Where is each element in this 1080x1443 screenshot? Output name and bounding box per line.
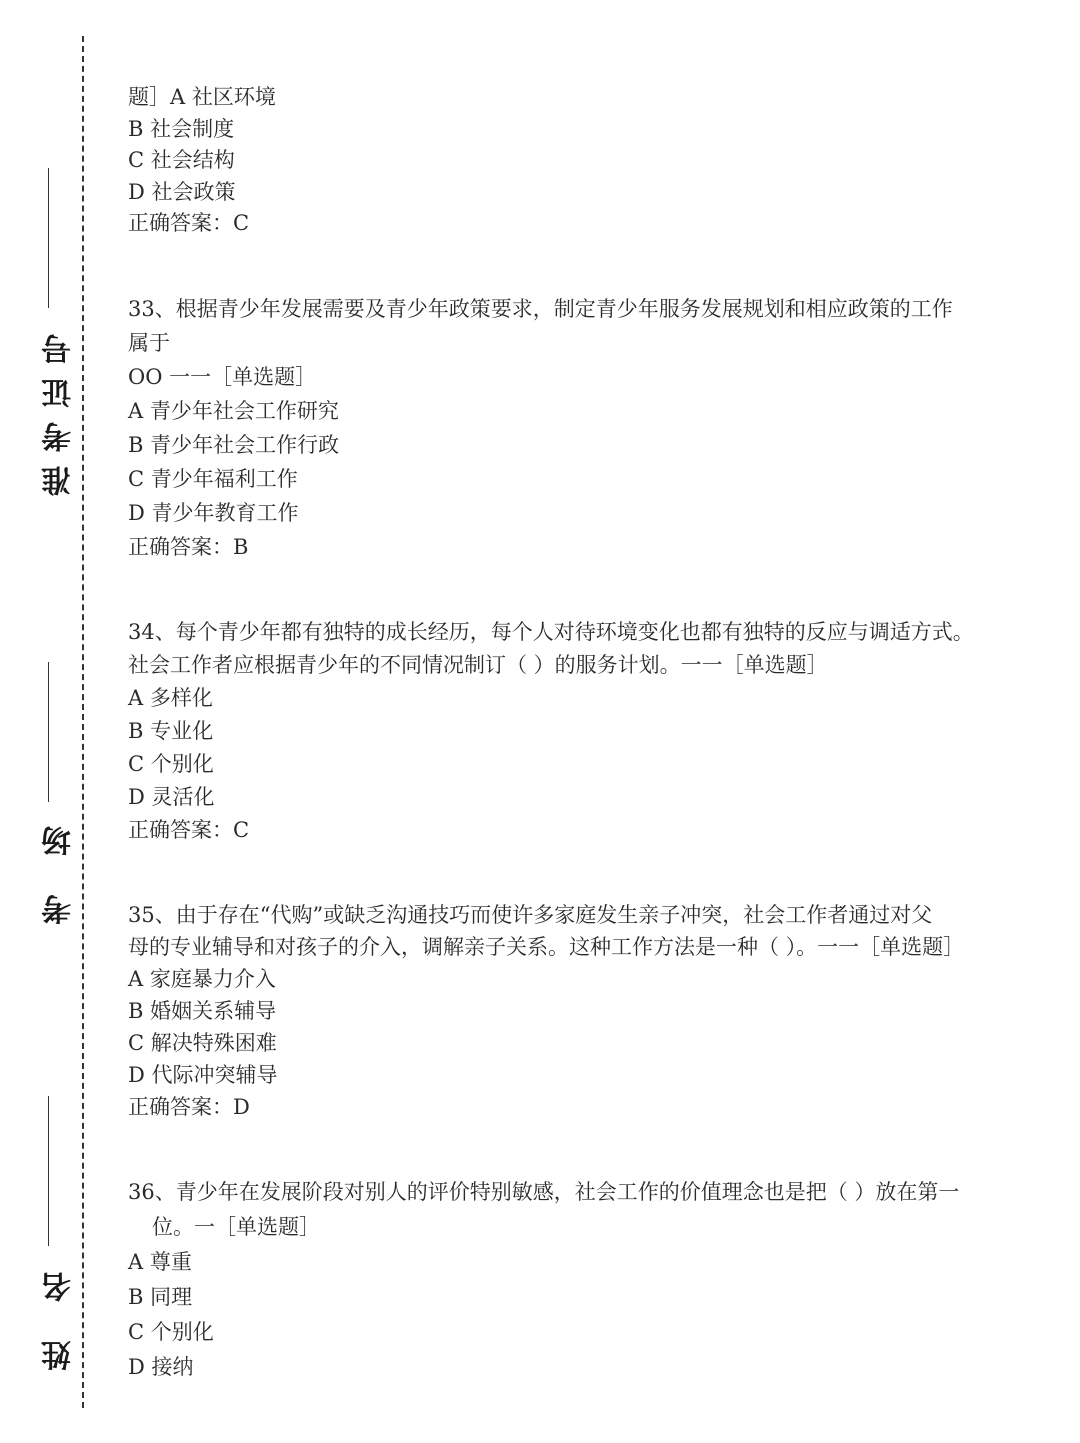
option-a: A 家庭暴力介入 — [128, 966, 276, 991]
admission-ticket-label: 准考证号 — [42, 320, 77, 496]
option-c: C 青少年福利工作 — [128, 466, 298, 491]
option-d: D 青少年教育工作 — [128, 500, 299, 525]
correct-answer: 正确答案：C — [128, 817, 250, 842]
question-list — [128, 82, 1008, 1385]
option-c: C 个别化 — [128, 1319, 214, 1344]
option-d: D 灵活化 — [128, 784, 215, 809]
option-b: B 社会制度 — [128, 116, 235, 141]
question-35 — [128, 899, 1008, 1123]
option-a: A 多样化 — [128, 685, 213, 710]
option-c: C 个别化 — [128, 751, 214, 776]
question-33 — [128, 292, 1008, 564]
question-stem: 36、青少年在发展阶段对别人的评价特别敏感，社会工作的价值理念也是把（ ）放在第一 — [128, 1179, 960, 1204]
option-d: D 社会政策 — [128, 179, 236, 204]
name-underline — [48, 1096, 49, 1246]
option-b: B 婚姻关系辅导 — [128, 998, 277, 1023]
question-32 — [128, 82, 1008, 240]
question-stem: 社会工作者应根据青少年的不同情况制订（ ）的服务计划。一一［单选题］ — [128, 652, 828, 677]
correct-answer: 正确答案：C — [128, 211, 250, 235]
option-c: C 解决特殊困难 — [128, 1030, 277, 1055]
exam-room-label: 考 场 — [42, 812, 77, 925]
question-stem: 34、每个青少年都有独特的成长经历，每个人对待环境变化也都有独特的反应与调适方式。 — [128, 619, 974, 644]
option-c: C 社会结构 — [128, 148, 235, 172]
option-d: D 代际冲突辅导 — [128, 1062, 278, 1087]
question-stem: 35、由于存在“代购”或缺乏沟通技巧而使许多家庭发生亲子冲突，社会工作者通过对父 — [128, 902, 933, 927]
option-a: A 青少年社会工作研究 — [128, 398, 339, 423]
question-stem: 属于 — [128, 330, 170, 355]
question-stem: 题］A 社区环境 — [128, 85, 276, 109]
option-b: B 青少年社会工作行政 — [128, 432, 340, 457]
correct-answer: 正确答案：D — [128, 1094, 250, 1119]
option-a: A 尊重 — [128, 1249, 192, 1274]
question-stem: OO 一一［单选题］ — [128, 364, 317, 389]
admission-ticket-underline — [48, 168, 49, 308]
question-34 — [128, 616, 1008, 847]
option-b: B 专业化 — [128, 718, 214, 743]
name-label: 姓 名 — [42, 1258, 77, 1371]
question-stem: 33、根据青少年发展需要及青少年政策要求，制定青少年服务发展规划和相应政策的工作 — [128, 296, 953, 321]
question-stem: 母的专业辅导和对孩子的介入，调解亲子关系。这种工作方法是一种（ ）。一一［单选题］ — [128, 934, 965, 959]
question-36 — [128, 1175, 1008, 1385]
exam-room-underline — [48, 662, 49, 802]
correct-answer: 正确答案：B — [128, 534, 249, 559]
binding-dashed-line — [82, 36, 84, 1408]
option-b: B 同理 — [128, 1284, 193, 1309]
option-d: D 接纳 — [128, 1354, 194, 1379]
question-stem: 位。一［单选题］ — [152, 1214, 320, 1239]
